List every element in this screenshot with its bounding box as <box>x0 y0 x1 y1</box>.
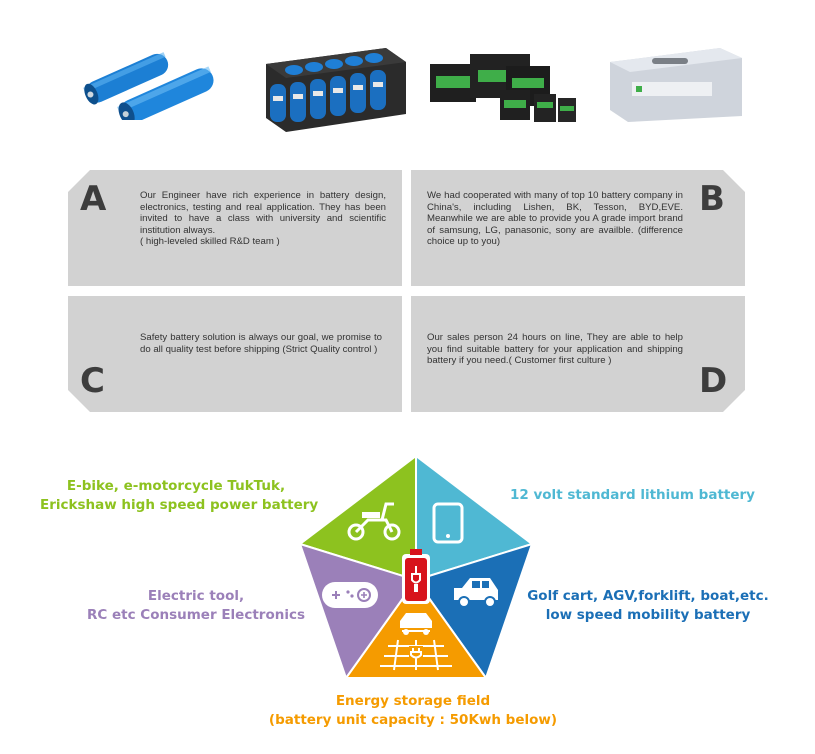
card-b-letter: B <box>699 179 725 219</box>
label-energy-line-1: Energy storage field <box>335 693 491 709</box>
label-energy <box>268 692 558 730</box>
label-ebike <box>40 477 319 515</box>
label-electric-tool <box>86 587 306 625</box>
card-c-letter: C <box>80 361 105 401</box>
label-ebike-line-2: Erickshaw high speed power battery <box>40 497 319 513</box>
card-d-line-1: Our sales person 24 hours on line, They are able to help you find suitable battery for your application and shipping battery if you need.( Customer first culture ) <box>427 332 683 367</box>
card-a-text <box>140 190 386 248</box>
card-c-line-1: Safety battery solution is always our goal, we promise to do all quality test before shipping (Strict Quality control ) <box>140 332 382 355</box>
label-12volt <box>510 486 755 505</box>
product-lead-acid-replacement <box>426 52 582 132</box>
card-c <box>68 296 402 412</box>
card-a <box>68 170 402 286</box>
card-a-letter: A <box>80 179 107 219</box>
card-d-letter: D <box>699 361 728 401</box>
label-12volt-line-1: 12 volt standard lithium battery <box>510 487 755 503</box>
card-b-text <box>427 190 683 248</box>
card-b-notch <box>723 170 745 192</box>
gamepad-icon <box>322 582 378 608</box>
card-c-text <box>140 332 382 355</box>
card-a-line-2: ( high-leveled skilled R&D team ) <box>140 236 280 248</box>
application-pentagon <box>292 450 542 690</box>
label-golf-line-2: low speed mobility battery <box>545 607 751 623</box>
label-golf-line-1: Golf cart, AGV,forklift, boat,etc. <box>527 588 769 604</box>
label-energy-line-2: (battery unit capacity : 50Kwh below) <box>268 712 558 728</box>
card-b <box>411 170 745 286</box>
card-d <box>411 296 745 412</box>
label-golf <box>526 587 770 625</box>
product-battery-pack <box>256 42 410 136</box>
card-d-text <box>427 332 683 367</box>
card-a-line-1: Our Engineer have rich experience in battery design, electronics, testing and real application. They has been invited to have a class with university and scientific institution always. <box>140 190 386 236</box>
label-electric-tool-line-2: RC etc Consumer Electronics <box>86 607 305 623</box>
product-cylindrical-cells <box>76 42 218 120</box>
label-electric-tool-line-1: Electric tool, <box>147 588 245 604</box>
battery-plug-icon <box>402 549 430 604</box>
product-lithium-battery-box <box>610 42 742 122</box>
label-ebike-line-1: E-bike, e-motorcycle TukTuk, <box>66 478 286 494</box>
card-b-line-1: We had cooperated with many of top 10 battery company in China's, including Lishen, BK, Tesson, BYD,EVE. Meanwhile we are able to provide you A grade import brand of samsung, LG, panasonic, sony are availble. (difference choice up to you) <box>427 190 683 248</box>
